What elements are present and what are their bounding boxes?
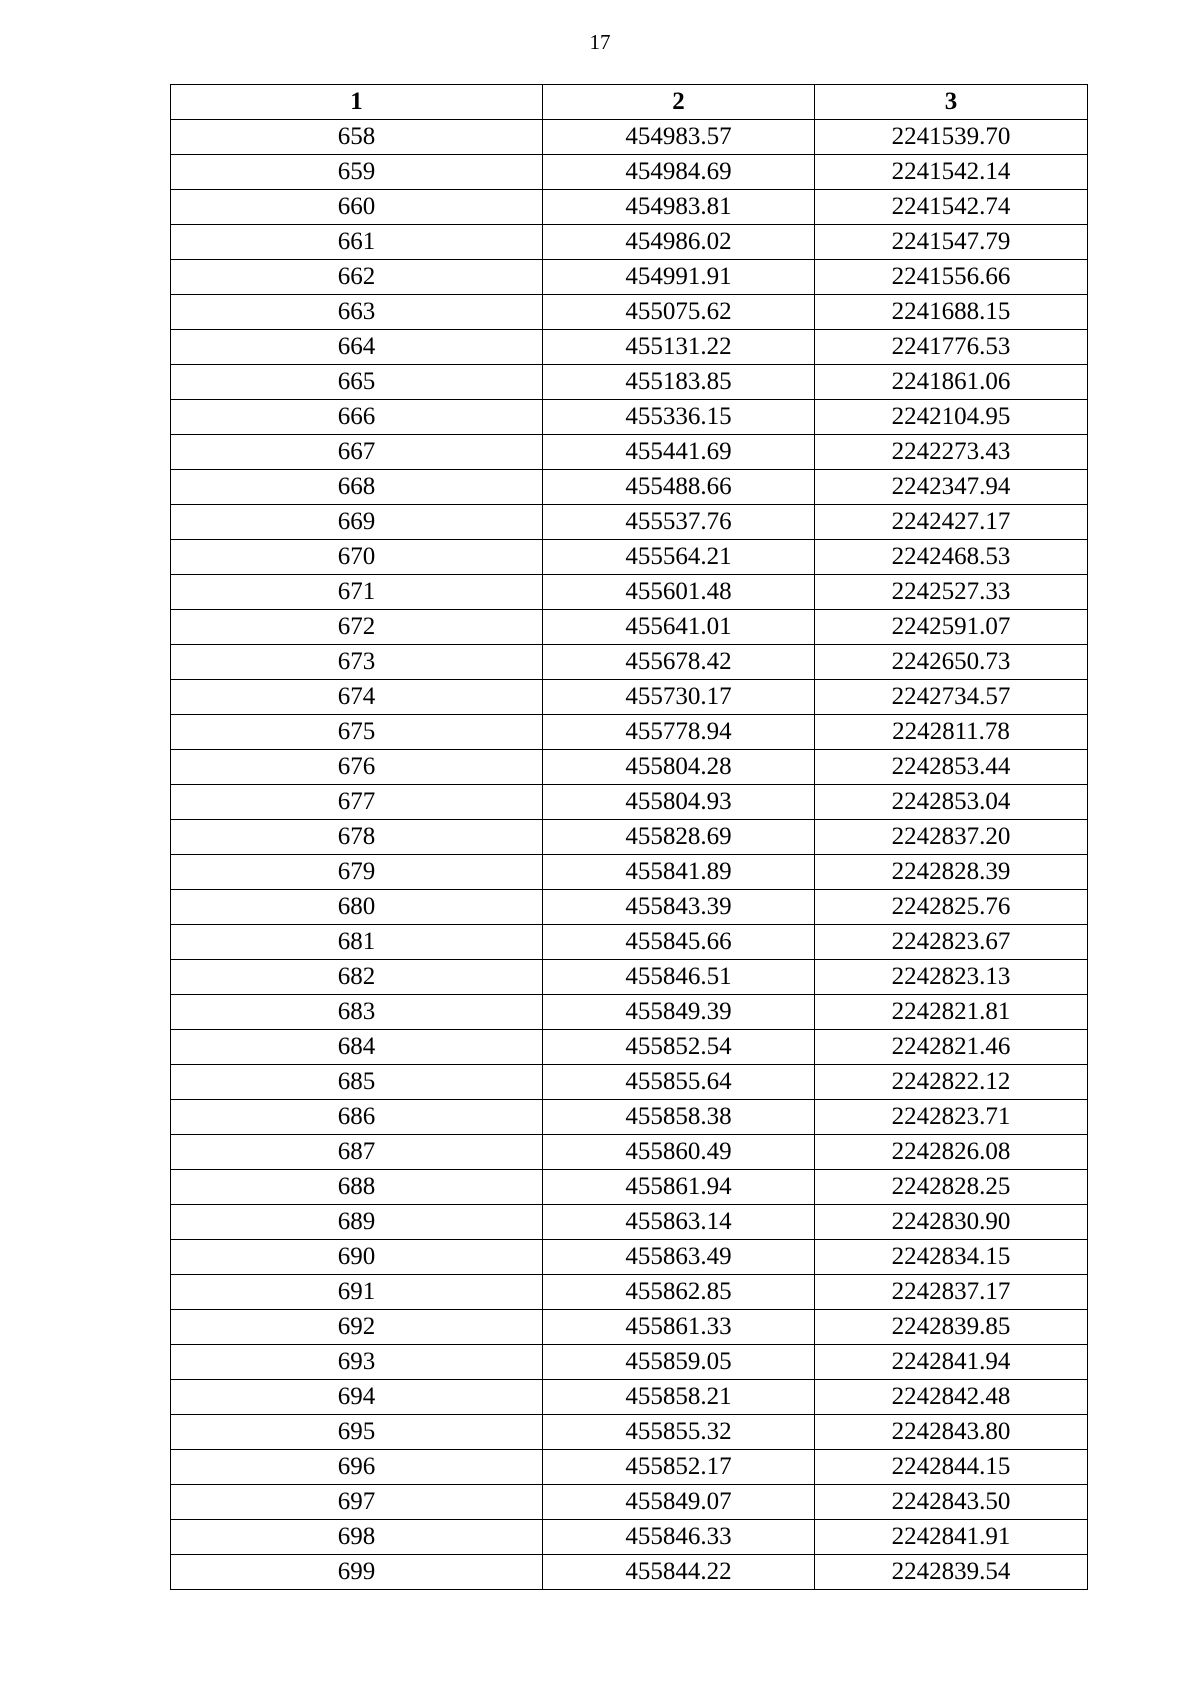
table-row xyxy=(171,190,1088,225)
table-cell-col-3: 2241542.14 xyxy=(815,155,1088,190)
table-cell-col-3: 2242273.43 xyxy=(815,435,1088,470)
table-cell-col-3: 2242427.17 xyxy=(815,505,1088,540)
table-row xyxy=(171,1100,1088,1135)
table-cell-col-2: 455855.32 xyxy=(543,1415,815,1450)
table-cell-col-1: 667 xyxy=(171,435,543,470)
table-cell-col-3: 2242811.78 xyxy=(815,715,1088,750)
table-cell-col-1: 672 xyxy=(171,610,543,645)
table-cell-col-2: 455678.42 xyxy=(543,645,815,680)
table-row xyxy=(171,1345,1088,1380)
table-row xyxy=(171,1275,1088,1310)
table-row xyxy=(171,1415,1088,1450)
table-cell-col-2: 454986.02 xyxy=(543,225,815,260)
table-row xyxy=(171,1555,1088,1590)
table-row xyxy=(171,120,1088,155)
table-cell-col-2: 455844.22 xyxy=(543,1555,815,1590)
table-row xyxy=(171,155,1088,190)
table-cell-col-3: 2242839.54 xyxy=(815,1555,1088,1590)
table-cell-col-2: 455861.33 xyxy=(543,1310,815,1345)
table-cell-col-3: 2242347.94 xyxy=(815,470,1088,505)
table-cell-col-3: 2242825.76 xyxy=(815,890,1088,925)
table-cell-col-3: 2242468.53 xyxy=(815,540,1088,575)
table-row xyxy=(171,435,1088,470)
table-cell-col-1: 677 xyxy=(171,785,543,820)
coordinates-table xyxy=(170,84,1088,1590)
table-cell-col-1: 683 xyxy=(171,995,543,1030)
table-cell-col-1: 678 xyxy=(171,820,543,855)
table-cell-col-1: 691 xyxy=(171,1275,543,1310)
table-cell-col-2: 455778.94 xyxy=(543,715,815,750)
table-cell-col-1: 694 xyxy=(171,1380,543,1415)
table-cell-col-1: 698 xyxy=(171,1520,543,1555)
table-cell-col-1: 693 xyxy=(171,1345,543,1380)
table-row xyxy=(171,1380,1088,1415)
table-row xyxy=(171,365,1088,400)
table-cell-col-3: 2241547.79 xyxy=(815,225,1088,260)
table-row xyxy=(171,1135,1088,1170)
table-cell-col-2: 455846.51 xyxy=(543,960,815,995)
table-cell-col-2: 455860.49 xyxy=(543,1135,815,1170)
table-cell-col-2: 454983.81 xyxy=(543,190,815,225)
table-cell-col-1: 684 xyxy=(171,1030,543,1065)
table-cell-col-3: 2242853.04 xyxy=(815,785,1088,820)
table-row xyxy=(171,1205,1088,1240)
table-row xyxy=(171,470,1088,505)
table-cell-col-1: 681 xyxy=(171,925,543,960)
table-cell-col-2: 455858.38 xyxy=(543,1100,815,1135)
table-row xyxy=(171,1310,1088,1345)
table-cell-col-1: 692 xyxy=(171,1310,543,1345)
table-cell-col-3: 2242837.17 xyxy=(815,1275,1088,1310)
table-cell-col-3: 2242823.13 xyxy=(815,960,1088,995)
table-cell-col-1: 666 xyxy=(171,400,543,435)
table-row xyxy=(171,1170,1088,1205)
table-cell-col-3: 2242650.73 xyxy=(815,645,1088,680)
table-row xyxy=(171,715,1088,750)
table-cell-col-3: 2242821.46 xyxy=(815,1030,1088,1065)
table-cell-col-3: 2242834.15 xyxy=(815,1240,1088,1275)
table-cell-col-3: 2241556.66 xyxy=(815,260,1088,295)
table-cell-col-1: 669 xyxy=(171,505,543,540)
table-cell-col-2: 455843.39 xyxy=(543,890,815,925)
table-row xyxy=(171,750,1088,785)
table-cell-col-1: 671 xyxy=(171,575,543,610)
table-cell-col-2: 455861.94 xyxy=(543,1170,815,1205)
table-cell-col-1: 673 xyxy=(171,645,543,680)
table-cell-col-2: 455441.69 xyxy=(543,435,815,470)
table-row xyxy=(171,890,1088,925)
column-header-2: 2 xyxy=(543,85,815,120)
table-row xyxy=(171,330,1088,365)
table-cell-col-2: 455131.22 xyxy=(543,330,815,365)
table-row xyxy=(171,645,1088,680)
table-cell-col-1: 662 xyxy=(171,260,543,295)
table-cell-col-2: 455852.17 xyxy=(543,1450,815,1485)
table-cell-col-2: 455841.89 xyxy=(543,855,815,890)
table-cell-col-2: 455855.64 xyxy=(543,1065,815,1100)
table-cell-col-3: 2242823.67 xyxy=(815,925,1088,960)
table-body xyxy=(171,120,1088,1590)
table-cell-col-2: 455846.33 xyxy=(543,1520,815,1555)
table-cell-col-2: 455601.48 xyxy=(543,575,815,610)
table-cell-col-2: 455564.21 xyxy=(543,540,815,575)
table-cell-col-3: 2242826.08 xyxy=(815,1135,1088,1170)
table-cell-col-3: 2241776.53 xyxy=(815,330,1088,365)
table-cell-col-1: 696 xyxy=(171,1450,543,1485)
table-cell-col-2: 455858.21 xyxy=(543,1380,815,1415)
table-row xyxy=(171,540,1088,575)
table-cell-col-2: 455859.05 xyxy=(543,1345,815,1380)
table-cell-col-2: 455863.14 xyxy=(543,1205,815,1240)
table-cell-col-2: 455641.01 xyxy=(543,610,815,645)
table-cell-col-1: 670 xyxy=(171,540,543,575)
table-cell-col-1: 680 xyxy=(171,890,543,925)
table-row xyxy=(171,1065,1088,1100)
table-cell-col-3: 2242844.15 xyxy=(815,1450,1088,1485)
table-cell-col-2: 455862.85 xyxy=(543,1275,815,1310)
table-cell-col-1: 675 xyxy=(171,715,543,750)
table-row xyxy=(171,680,1088,715)
table-cell-col-1: 695 xyxy=(171,1415,543,1450)
table-row xyxy=(171,925,1088,960)
table-row xyxy=(171,1450,1088,1485)
table-row xyxy=(171,785,1088,820)
table-cell-col-1: 659 xyxy=(171,155,543,190)
table-row xyxy=(171,610,1088,645)
table-row xyxy=(171,260,1088,295)
table-cell-col-2: 455828.69 xyxy=(543,820,815,855)
table-cell-col-1: 660 xyxy=(171,190,543,225)
table-cell-col-1: 679 xyxy=(171,855,543,890)
table-row xyxy=(171,400,1088,435)
table-cell-col-3: 2242591.07 xyxy=(815,610,1088,645)
page-number: 17 xyxy=(589,30,611,54)
table-cell-col-1: 668 xyxy=(171,470,543,505)
table-cell-col-3: 2242843.50 xyxy=(815,1485,1088,1520)
column-header-3: 3 xyxy=(815,85,1088,120)
table-row xyxy=(171,995,1088,1030)
table-cell-col-1: 685 xyxy=(171,1065,543,1100)
table-row xyxy=(171,1030,1088,1065)
table-cell-col-3: 2242837.20 xyxy=(815,820,1088,855)
table-cell-col-3: 2242841.94 xyxy=(815,1345,1088,1380)
table-cell-col-3: 2242841.91 xyxy=(815,1520,1088,1555)
table-row xyxy=(171,1240,1088,1275)
table-cell-col-3: 2241539.70 xyxy=(815,120,1088,155)
table-cell-col-3: 2242823.71 xyxy=(815,1100,1088,1135)
table-cell-col-1: 665 xyxy=(171,365,543,400)
table-cell-col-1: 658 xyxy=(171,120,543,155)
table-cell-col-2: 454983.57 xyxy=(543,120,815,155)
table-row xyxy=(171,855,1088,890)
table-cell-col-1: 674 xyxy=(171,680,543,715)
table-cell-col-1: 661 xyxy=(171,225,543,260)
table-cell-col-3: 2242830.90 xyxy=(815,1205,1088,1240)
table-cell-col-2: 454991.91 xyxy=(543,260,815,295)
table-cell-col-1: 689 xyxy=(171,1205,543,1240)
table-cell-col-2: 455849.07 xyxy=(543,1485,815,1520)
table-cell-col-2: 455852.54 xyxy=(543,1030,815,1065)
table-cell-col-2: 454984.69 xyxy=(543,155,815,190)
table-row xyxy=(171,960,1088,995)
table-row xyxy=(171,1520,1088,1555)
table-cell-col-1: 682 xyxy=(171,960,543,995)
table-cell-col-1: 688 xyxy=(171,1170,543,1205)
table-cell-col-3: 2241688.15 xyxy=(815,295,1088,330)
table-cell-col-2: 455849.39 xyxy=(543,995,815,1030)
table-cell-col-2: 455804.28 xyxy=(543,750,815,785)
table-row xyxy=(171,505,1088,540)
table-cell-col-2: 455488.66 xyxy=(543,470,815,505)
table-row xyxy=(171,295,1088,330)
table-cell-col-2: 455804.93 xyxy=(543,785,815,820)
table-cell-col-2: 455075.62 xyxy=(543,295,815,330)
table-cell-col-2: 455537.76 xyxy=(543,505,815,540)
table-cell-col-2: 455336.15 xyxy=(543,400,815,435)
table-cell-col-3: 2242843.80 xyxy=(815,1415,1088,1450)
column-header-1: 1 xyxy=(171,85,543,120)
table-cell-col-1: 697 xyxy=(171,1485,543,1520)
table-cell-col-1: 690 xyxy=(171,1240,543,1275)
table-cell-col-2: 455730.17 xyxy=(543,680,815,715)
table-cell-col-2: 455863.49 xyxy=(543,1240,815,1275)
table-cell-col-1: 676 xyxy=(171,750,543,785)
table-cell-col-1: 664 xyxy=(171,330,543,365)
table-cell-col-3: 2242853.44 xyxy=(815,750,1088,785)
table-row xyxy=(171,820,1088,855)
table-cell-col-3: 2241861.06 xyxy=(815,365,1088,400)
table-cell-col-3: 2242839.85 xyxy=(815,1310,1088,1345)
table-cell-col-3: 2242527.33 xyxy=(815,575,1088,610)
table-cell-col-1: 686 xyxy=(171,1100,543,1135)
table-cell-col-3: 2242822.12 xyxy=(815,1065,1088,1100)
table-cell-col-3: 2242828.25 xyxy=(815,1170,1088,1205)
table-cell-col-3: 2242821.81 xyxy=(815,995,1088,1030)
table-cell-col-3: 2242104.95 xyxy=(815,400,1088,435)
table-cell-col-3: 2242828.39 xyxy=(815,855,1088,890)
table-row xyxy=(171,575,1088,610)
table-cell-col-3: 2242842.48 xyxy=(815,1380,1088,1415)
table-cell-col-1: 699 xyxy=(171,1555,543,1590)
table-row xyxy=(171,1485,1088,1520)
table-cell-col-1: 687 xyxy=(171,1135,543,1170)
table-cell-col-3: 2241542.74 xyxy=(815,190,1088,225)
table-row xyxy=(171,225,1088,260)
table-cell-col-2: 455845.66 xyxy=(543,925,815,960)
table-cell-col-2: 455183.85 xyxy=(543,365,815,400)
table-cell-col-1: 663 xyxy=(171,295,543,330)
header-row xyxy=(171,85,1088,120)
table-cell-col-3: 2242734.57 xyxy=(815,680,1088,715)
table-header xyxy=(171,85,1088,120)
